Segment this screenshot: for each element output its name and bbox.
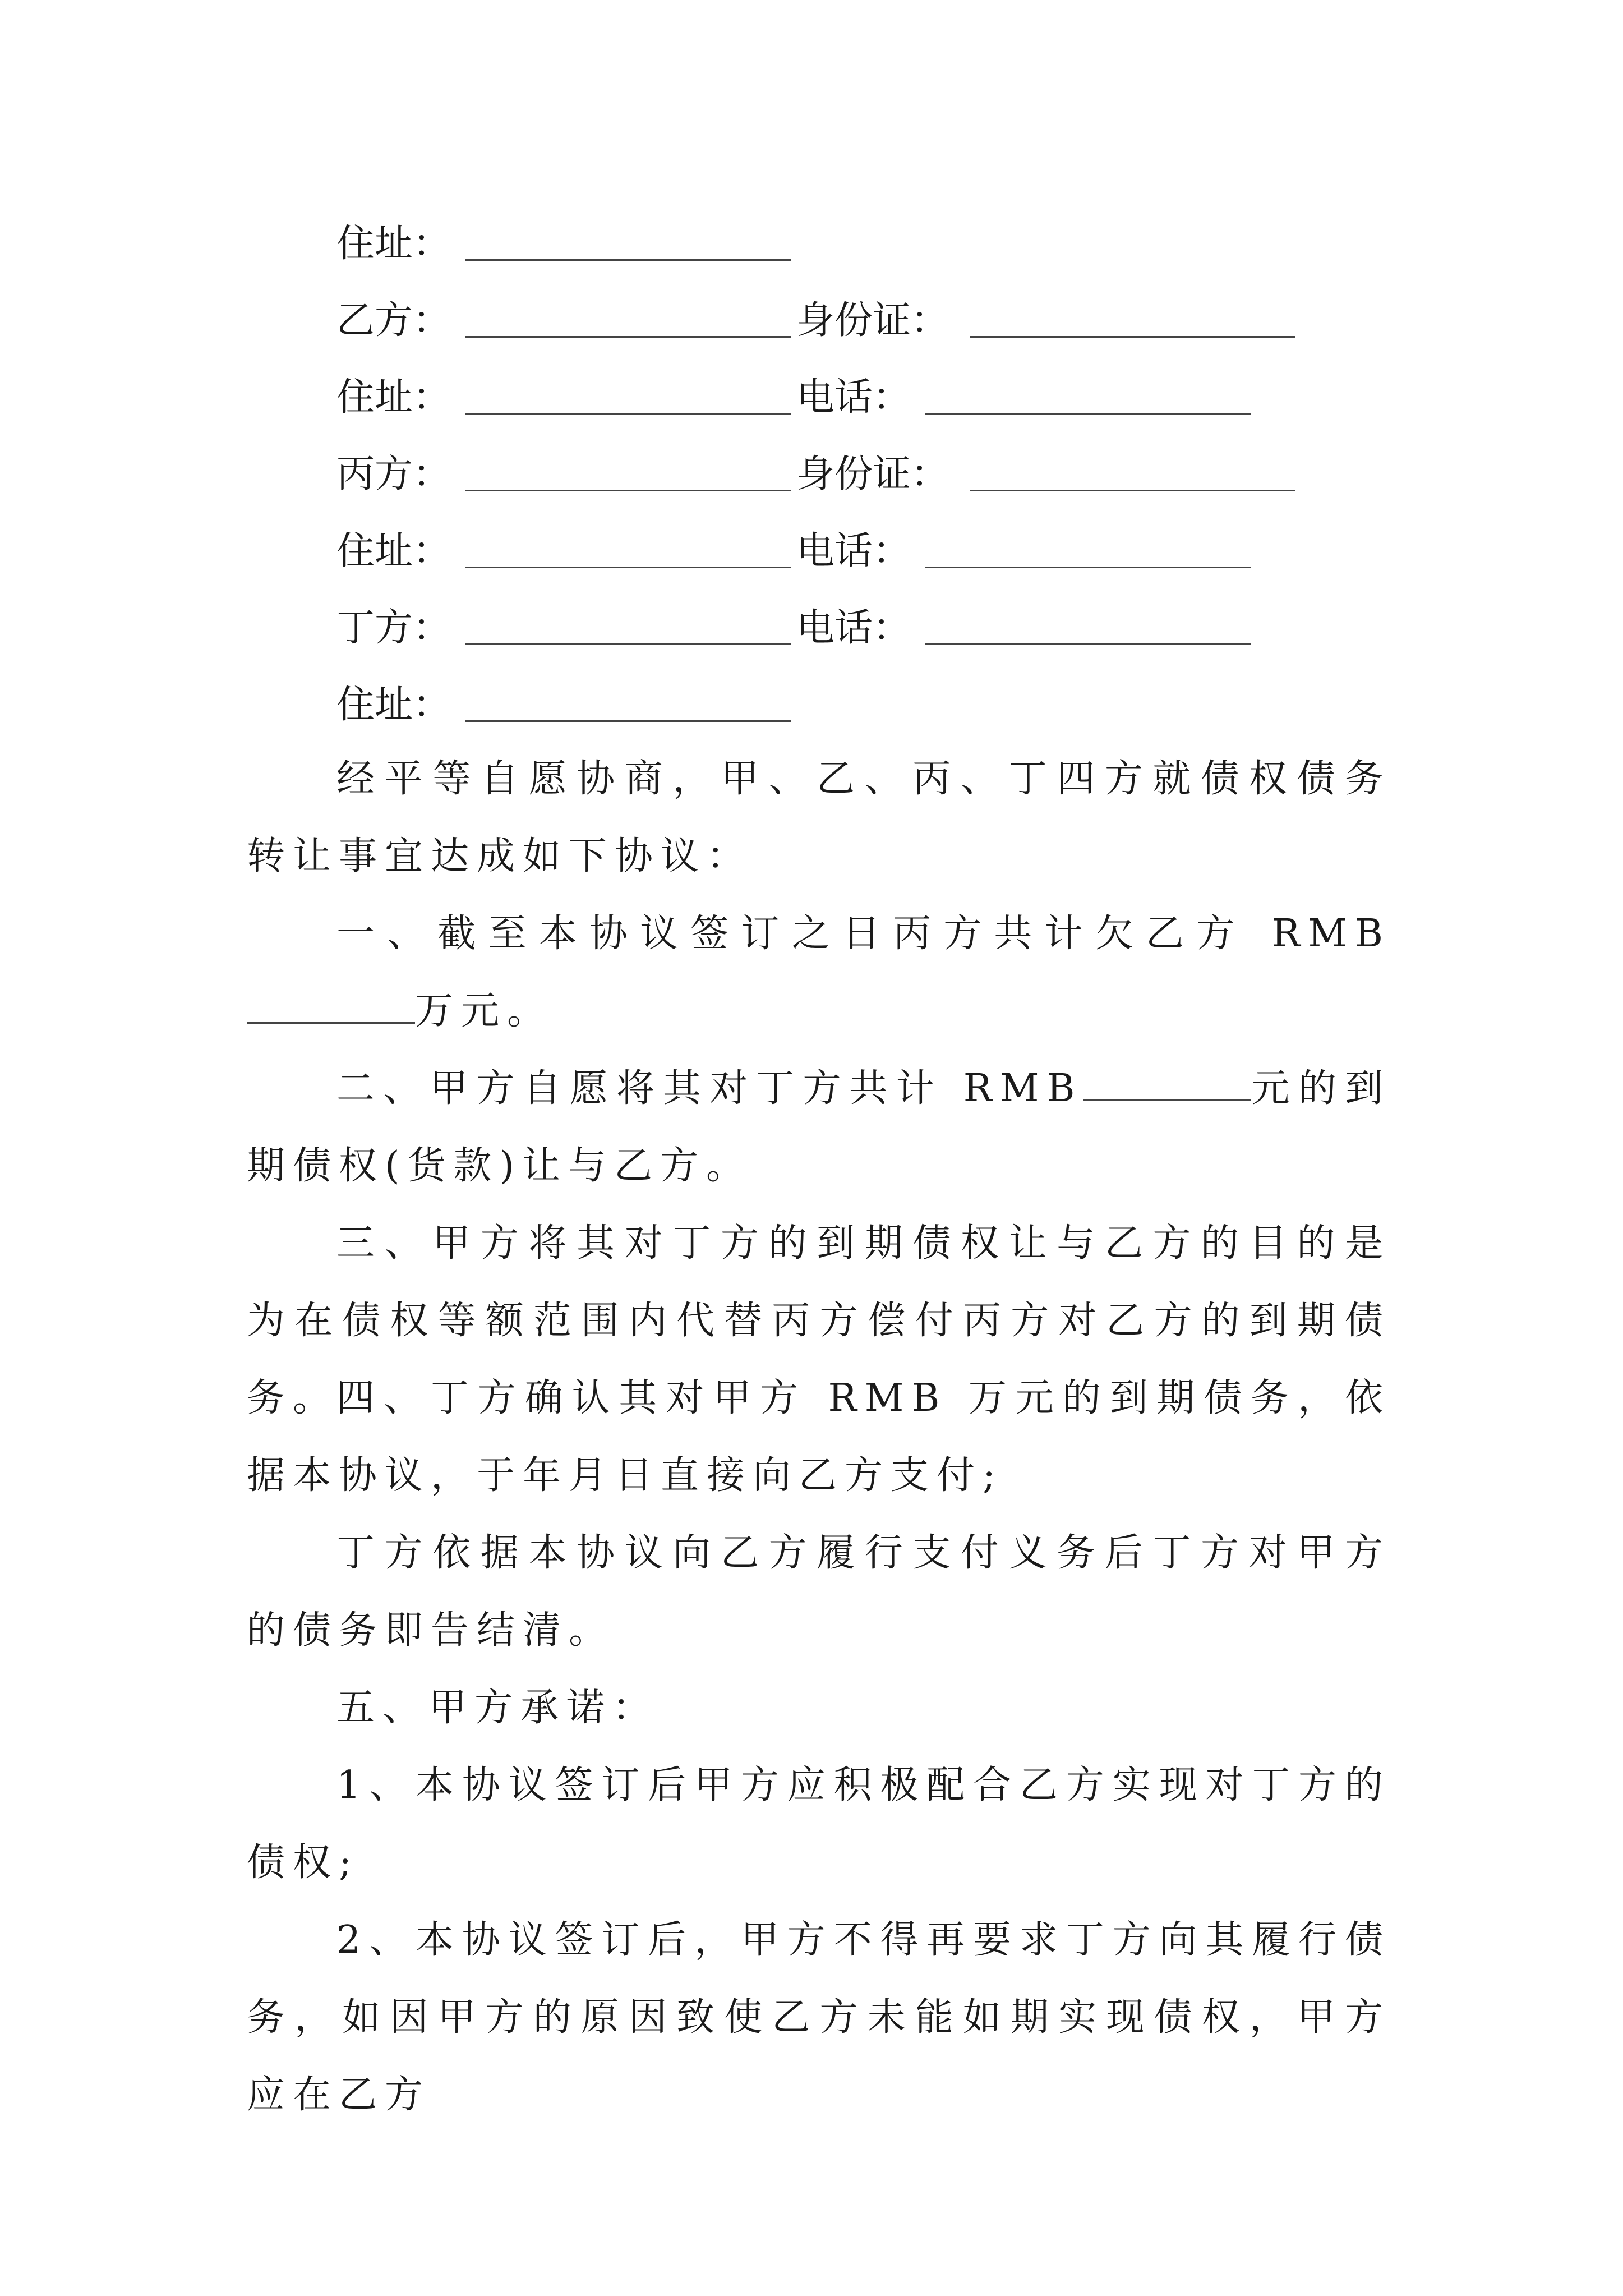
field-label: 住址： [336, 683, 451, 727]
field-label: 丙方： [336, 452, 451, 496]
blank-line[interactable] [465, 567, 791, 568]
field-row-address-3 [336, 523, 451, 579]
field-row-address-4 [336, 677, 451, 733]
field-row-party-d [336, 600, 451, 656]
blank-line[interactable] [970, 336, 1295, 338]
blank-line[interactable] [465, 720, 791, 722]
field-row-party-c [336, 447, 451, 503]
blank-line[interactable] [465, 643, 791, 645]
blank-line[interactable] [465, 490, 791, 491]
blank-line[interactable] [465, 336, 791, 338]
field-row-phone-4 [796, 600, 911, 656]
field-label: 住址： [336, 222, 451, 266]
field-row-phone-2 [796, 370, 911, 426]
paragraph-1 [247, 895, 1391, 1050]
paragraph-2-text-a: 二、甲方自愿将其对丁方共计 RMB [336, 1066, 1083, 1111]
field-label: 乙方： [336, 298, 451, 343]
paragraph-4: 四、丁方确认其对甲方 RMB 万元的到期债务，依据本协议，于年月日直接向乙方支付; [247, 1376, 1391, 1498]
field-label: 住址： [336, 529, 451, 573]
amount-blank[interactable] [1083, 1065, 1251, 1101]
field-row-address-1 [336, 216, 451, 272]
paragraph-5-2: 2、本协议签订后，甲方不得再要求丁方向其履行债务，如因甲方的原因致使乙方未能如期实现债权，甲方应在乙方 [247, 1918, 1391, 2117]
blank-line[interactable] [925, 643, 1251, 645]
blank-line[interactable] [970, 490, 1295, 491]
field-row-party-c-id [796, 447, 949, 503]
field-label: 住址： [336, 375, 451, 420]
field-label: 电话： [796, 375, 911, 420]
field-row-party-b-id [796, 293, 949, 349]
field-label: 身份证： [796, 452, 949, 496]
field-label: 电话： [796, 606, 911, 650]
blank-line[interactable] [925, 567, 1251, 568]
field-row-address-2 [336, 370, 451, 426]
blank-line[interactable] [465, 259, 791, 261]
field-row-party-b [336, 293, 451, 349]
paragraph-5-1: 1、本协议签订后甲方应积极配合乙方实现对丁方的债权; [247, 1763, 1391, 1885]
blank-line[interactable] [465, 413, 791, 415]
paragraph-1-text-b: 万元。 [415, 989, 554, 1033]
paragraph-intro: 经平等自愿协商，甲、乙、丙、丁四方就债权债务转让事宜达成如下协议： [247, 757, 1391, 878]
amount-blank[interactable] [247, 987, 415, 1024]
field-label: 身份证： [796, 298, 949, 343]
field-label: 电话： [796, 529, 911, 573]
blank-line[interactable] [925, 413, 1251, 415]
field-row-phone-3 [796, 523, 911, 579]
paragraph-2 [247, 1050, 1391, 1205]
paragraph-4b: 丁方依据本协议向乙方履行支付义务后丁方对甲方的债务即告结清。 [247, 1531, 1391, 1653]
paragraph-1-text-a: 一、截至本协议签订之日丙方共计欠乙方 RMB [336, 912, 1391, 956]
paragraph-5: 五、甲方承诺： [336, 1686, 659, 1730]
field-label: 丁方： [336, 606, 451, 650]
paragraph-3: 三、甲方将其对丁方的到期债权让与乙方的目的是为在债权等额范围内代替丙方偿付丙方对乙方的到期债务。 [247, 1221, 1391, 1420]
paragraph-2-text-b: 元的到期债权(货款)让与乙方。 [247, 1066, 1391, 1188]
